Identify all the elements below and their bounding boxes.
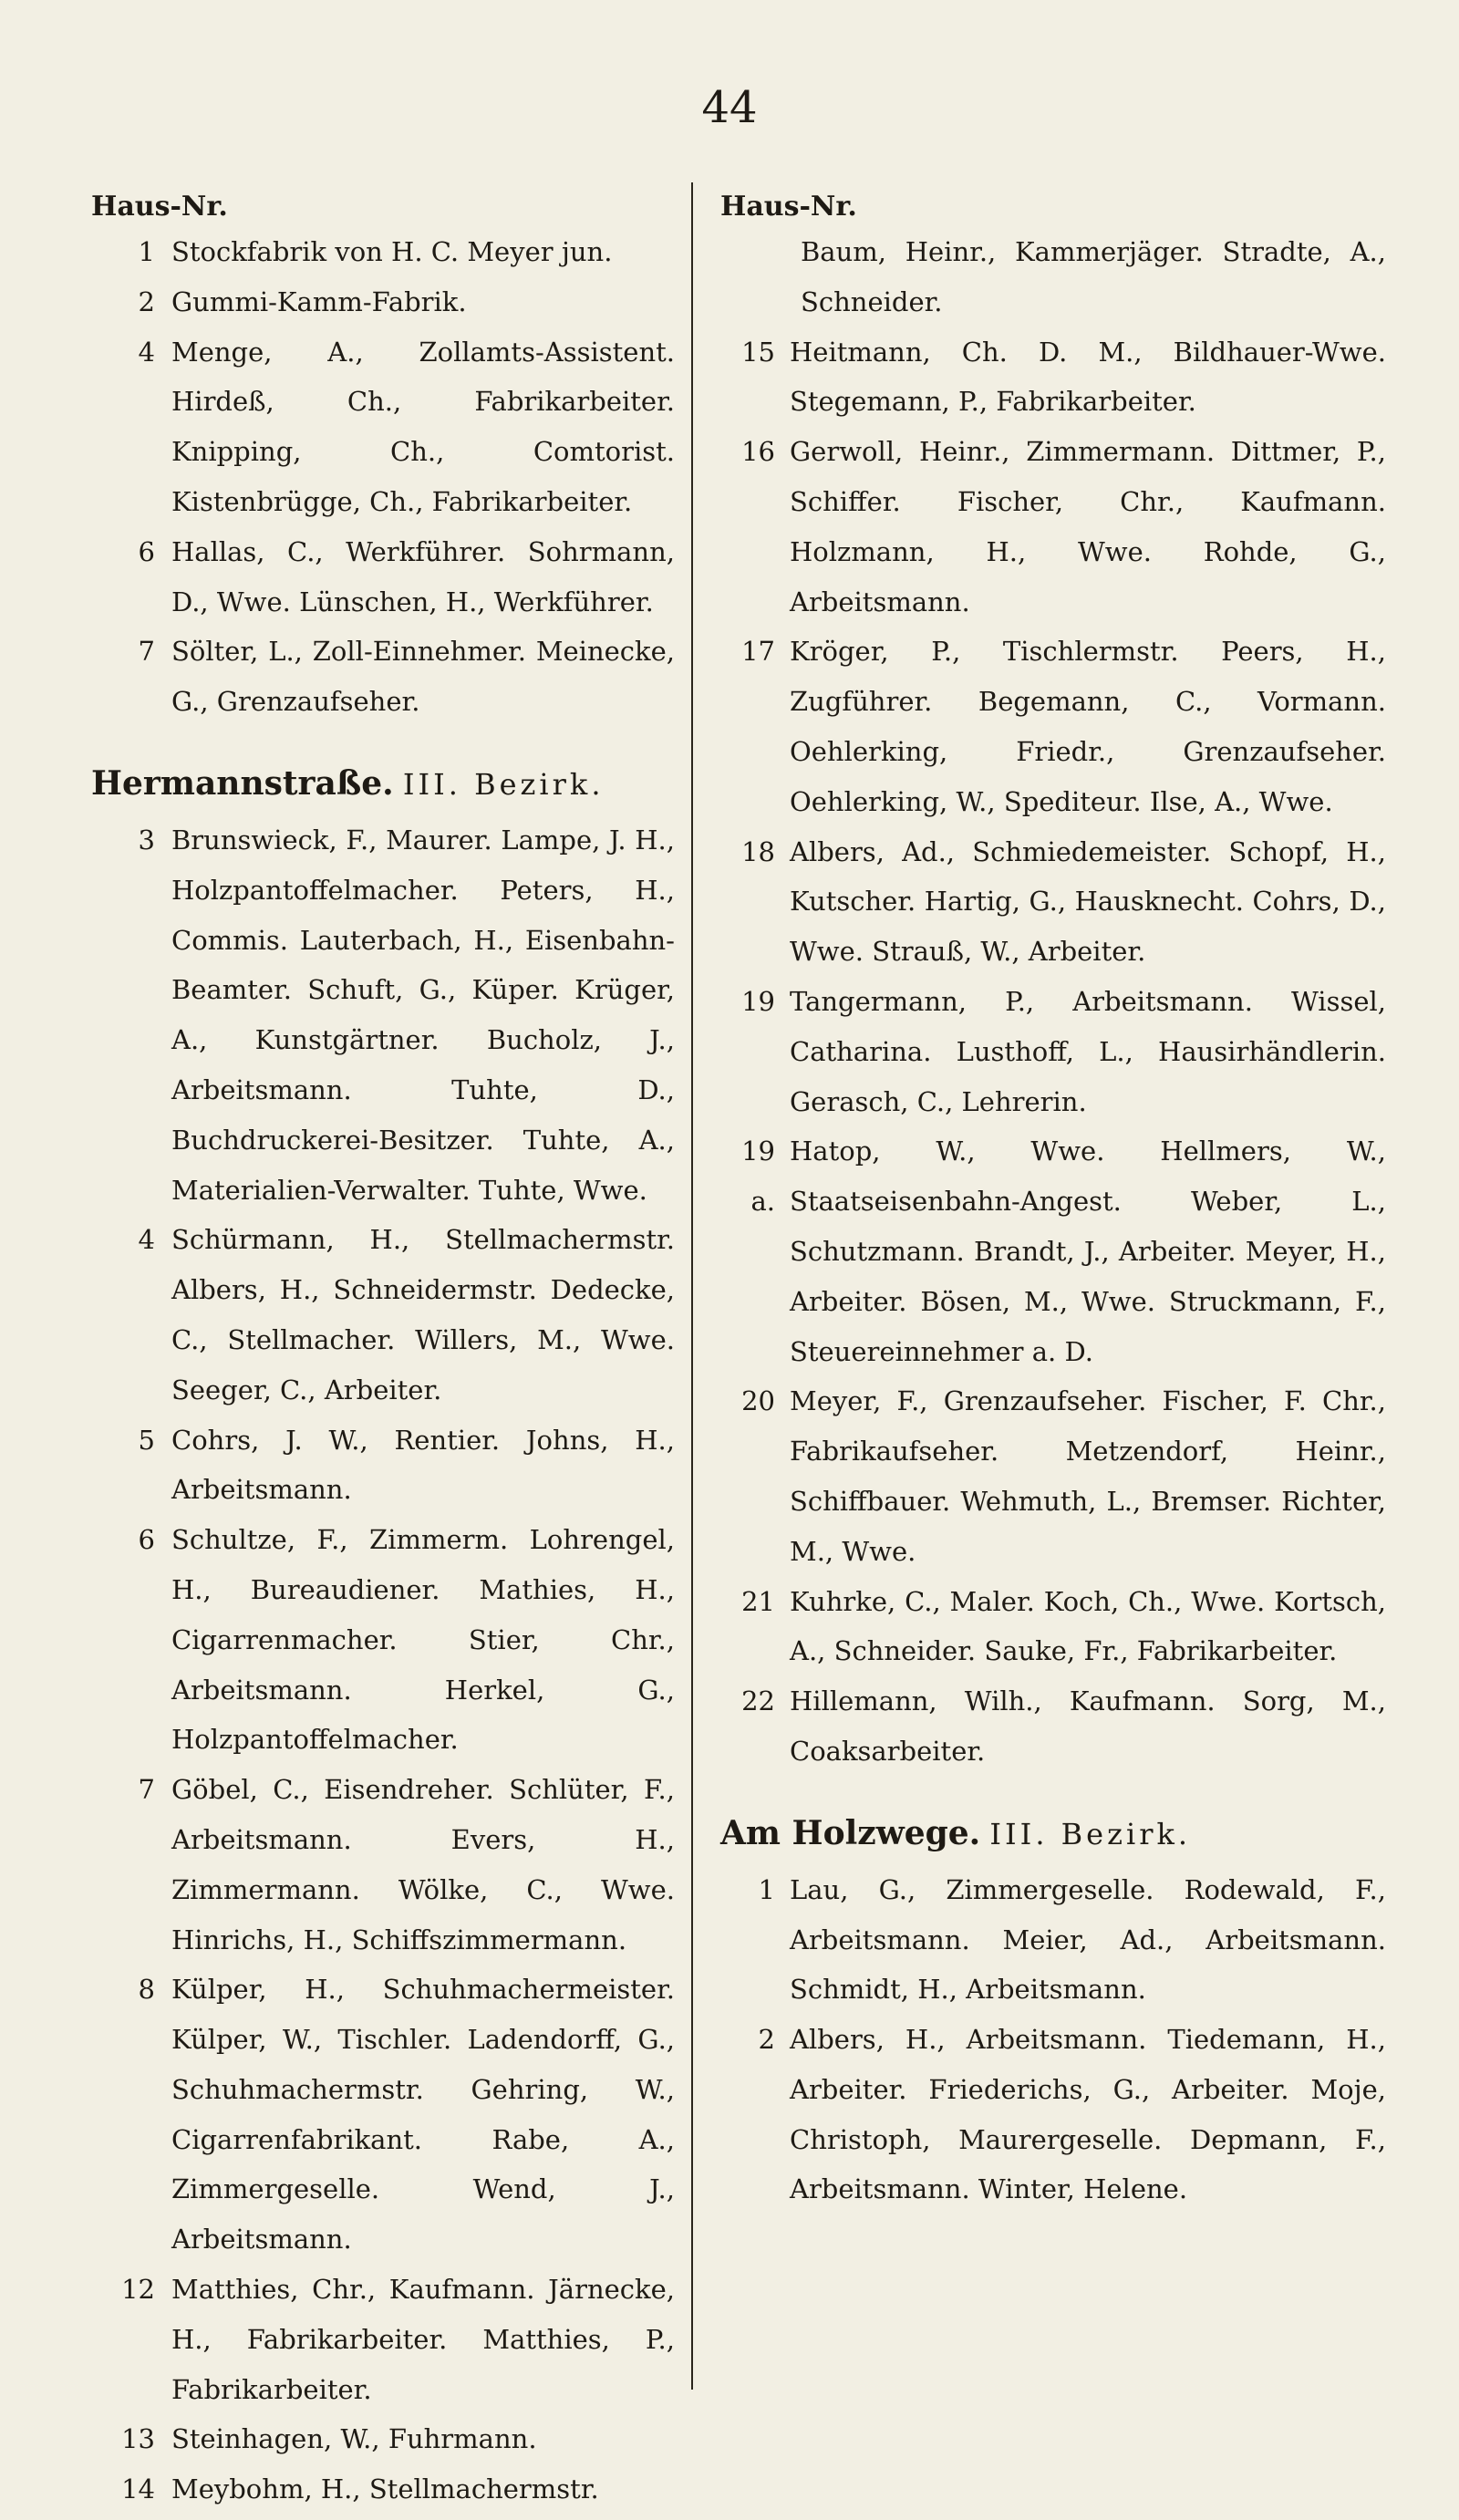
resident-text: Kröger, P., Tischlermstr. Peers, H., Zugführer. Begemann, C., Vormann. Oehlerking, Friedr., Grenzaufseher. Oehlerking, W., Spediteur. Ilse, A., Wwe.: [790, 636, 1386, 817]
list-item: [91, 627, 675, 727]
house-number: 19: [741, 985, 775, 1017]
house-number: 12: [121, 2274, 155, 2306]
resident-text: Tangermann, P., Arbeitsmann. Wissel, Catharina. Lusthoff, L., Hausirhändlerin. Gerasch, C., Lehrerin.: [790, 985, 1386, 1117]
list-item: [720, 327, 1386, 428]
left-column: [91, 187, 675, 2515]
house-number: 21: [741, 1585, 775, 1617]
resident-text: Meyer, F., Grenzaufseher. Fischer, F. Chr., Fabrikaufseher. Metzendorf, Heinr., Schiffbauer. Wehmuth, L., Bremser. Richter, M., Wwe.: [790, 1385, 1386, 1567]
list-item: [720, 627, 1386, 826]
house-number: 2: [138, 285, 155, 317]
list-item: [91, 1765, 675, 1965]
house-number: 17: [741, 636, 775, 668]
house-number: 5: [138, 1424, 155, 1456]
house-number: 13: [121, 2423, 155, 2455]
house-number-header: Haus-Nr.: [720, 191, 857, 223]
resident-text: Kuhrke, C., Maler. Koch, Ch., Wwe. Kortsch, A., Schneider. Sauke, Fr., Fabrikarbeiter.: [790, 1585, 1386, 1667]
district-label: III. Bezirk.: [402, 766, 605, 802]
house-number: 6: [138, 535, 155, 567]
resident-text: Albers, H., Arbeitsmann. Tiedemann, H., Arbeiter. Friederichs, G., Arbeiter. Moje, Christoph, Maurergeselle. Depmann, F., Arbeitsmann. Winter, Helene.: [790, 2024, 1386, 2205]
resident-text: Brunswieck, F., Maurer. Lampe, J. H., Holzpantoffelmacher. Peters, H., Commis. Lauterbach, H., Eisenbahn-Beamter. Schuft, G., Küper. Krüger, A., Kunstgärtner. Bucholz, J., Arbeitsmann. Tuhte, D., Buchdruckerei-Besitzer. Tuhte, A., Materialien-Verwalter. Tuhte, Wwe.: [171, 824, 675, 1206]
house-number: 8: [138, 1974, 155, 2006]
list-item: [720, 1376, 1386, 1576]
house-number: 4: [138, 1224, 155, 1256]
list-item: [91, 327, 675, 527]
list-item: [91, 2464, 675, 2515]
house-number: 16: [741, 436, 775, 468]
resident-text: Hallas, C., Werkführer. Sohrmann, D., Wwe. Lünschen, H., Werkführer.: [171, 535, 675, 617]
house-number: 18: [741, 835, 775, 867]
list-item: [720, 2015, 1386, 2214]
list-item: [720, 1865, 1386, 2015]
house-number: 7: [138, 636, 155, 668]
resident-text: Sölter, L., Zoll-Einnehmer. Meinecke, G., Grenzaufseher.: [171, 636, 675, 718]
house-number: 1: [758, 1873, 775, 1905]
list-item: [91, 1416, 675, 1516]
house-number: 1: [138, 236, 155, 267]
list-item: [91, 527, 675, 627]
list-item: [91, 815, 675, 1215]
list-item: [91, 2265, 675, 2414]
right-column: [720, 187, 1386, 2214]
resident-text: Lau, G., Zimmergeselle. Rodewald, F., Arbeitsmann. Meier, Ad., Arbeitsmann. Schmidt, H., Arbeitsmann.: [790, 1873, 1386, 2006]
list-item: [91, 1515, 675, 1765]
resident-text: Külper, H., Schuhmachermeister. Külper, W., Tischler. Ladendorff, G., Schuhmachermstr. Gehring, W., Cigarrenfabrikant. Rabe, A., Zimmergeselle. Wend, J., Arbeitsmann.: [171, 1974, 675, 2256]
house-number-header: Haus-Nr.: [91, 191, 228, 223]
list-item: [720, 1577, 1386, 1677]
house-number: 14: [121, 2473, 155, 2505]
list-item: [91, 1215, 675, 1415]
resident-text: Schultze, F., Zimmerm. Lohrengel, H., Bureaudiener. Mathies, H., Cigarrenmacher. Stier, Chr., Arbeitsmann. Herkel, G., Holzpantoffelmacher.: [171, 1524, 675, 1756]
resident-text: Cohrs, J. W., Rentier. Johns, H., Arbeitsmann.: [171, 1424, 675, 1506]
street-name: Hermannstraße.: [91, 763, 394, 803]
list-item: [720, 827, 1386, 977]
house-number: 15: [741, 336, 775, 368]
resident-text: Meybohm, H., Stellmachermstr.: [171, 2473, 599, 2505]
list-item: [720, 1126, 1386, 1376]
list-item: [720, 977, 1386, 1126]
resident-text: Stockfabrik von H. C. Meyer jun.: [171, 236, 613, 267]
list-item: [91, 277, 675, 327]
house-number: 6: [138, 1524, 155, 1556]
resident-text: Hatop, W., Wwe. Hellmers, W., Staatseisenbahn-Angest. Weber, L., Schutzmann. Brandt, J., Arbeiter. Meyer, H., Arbeiter. Bösen, M., Wwe. Struckmann, F., Steuereinnehmer a. D.: [790, 1136, 1386, 1367]
house-number: 4: [138, 336, 155, 368]
resident-text: Heitmann, Ch. D. M., Bildhauer-Wwe. Stegemann, P., Fabrikarbeiter.: [790, 336, 1386, 418]
resident-text: Hillemann, Wilh., Kaufmann. Sorg, M., Coaksarbeiter.: [790, 1685, 1386, 1767]
house-number: 20: [741, 1385, 775, 1417]
street-name: Am Holzwege.: [720, 1813, 981, 1852]
district-label: III. Bezirk.: [989, 1816, 1192, 1851]
list-item: [720, 1676, 1386, 1777]
page-number: 44: [701, 82, 758, 133]
resident-text: Steinhagen, W., Fuhrmann.: [171, 2423, 537, 2455]
resident-text: Albers, Ad., Schmiedemeister. Schopf, H., Kutscher. Hartig, G., Hausknecht. Cohrs, D., Wwe. Strauß, W., Arbeiter.: [790, 835, 1386, 968]
street-heading: [91, 758, 675, 810]
street-heading: [720, 1808, 1386, 1860]
list-item: [91, 227, 675, 277]
resident-text: Göbel, C., Eisendreher. Schlüter, F., Arbeitsmann. Evers, H., Zimmermann. Wölke, C., Wwe. Hinrichs, H., Schiffszimmermann.: [171, 1774, 675, 1955]
house-number: 19 a.: [741, 1136, 775, 1218]
house-number: 22: [741, 1685, 775, 1717]
resident-text: Gerwoll, Heinr., Zimmermann. Dittmer, P., Schiffer. Fischer, Chr., Kaufmann. Holzmann, H., Wwe. Rohde, G., Arbeitsmann.: [790, 436, 1386, 617]
continued-entry: [720, 227, 1386, 327]
list-item: [720, 427, 1386, 627]
resident-text: Baum, Heinr., Kammerjäger. Stradte, A., Schneider.: [801, 236, 1386, 317]
house-number: 7: [138, 1774, 155, 1806]
list-item: [91, 2414, 675, 2464]
house-number: 2: [758, 2024, 775, 2056]
resident-text: Matthies, Chr., Kaufmann. Järnecke, H., Fabrikarbeiter. Matthies, P., Fabrikarbeiter.: [171, 2274, 675, 2405]
house-number: 3: [138, 824, 155, 856]
column-divider: [691, 182, 693, 2390]
resident-text: Schürmann, H., Stellmachermstr. Albers, H., Schneidermstr. Dedecke, C., Stellmacher. Willers, M., Wwe. Seeger, C., Arbeiter.: [171, 1224, 675, 1405]
resident-text: Gummi-Kamm-Fabrik.: [171, 285, 467, 317]
list-item: [91, 1965, 675, 2265]
resident-text: Menge, A., Zollamts-Assistent. Hirdeß, Ch., Fabrikarbeiter. Knipping, Ch., Comtorist. Kistenbrügge, Ch., Fabrikarbeiter.: [171, 336, 675, 517]
